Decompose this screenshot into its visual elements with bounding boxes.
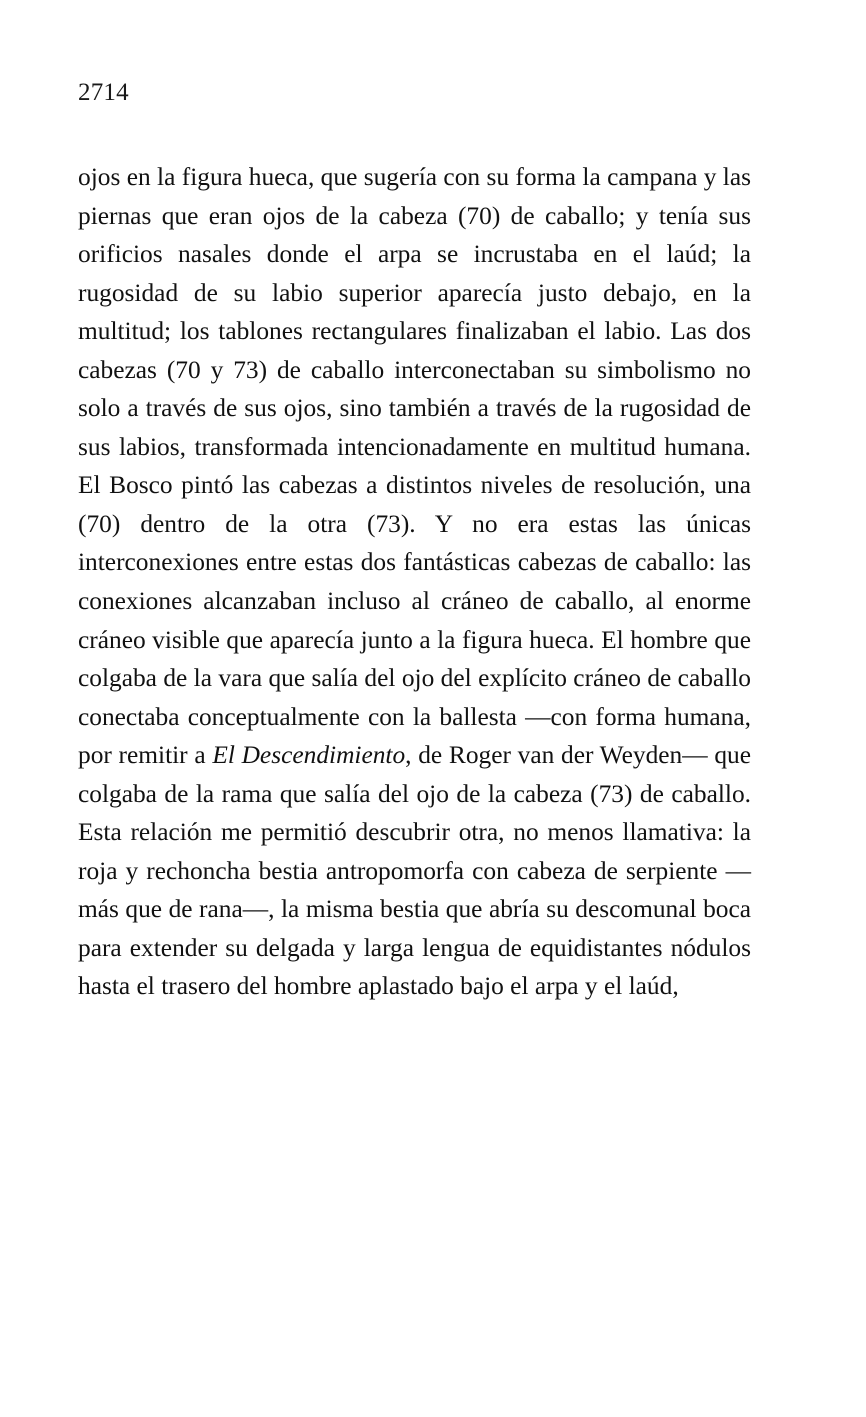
page-number: 2714 (78, 79, 129, 106)
body-text-block (78, 158, 751, 1006)
paragraph-text-before-title: ojos en la figura hueca, que sugería con su forma la campana y las piernas que eran ojos de la cabeza (70) de caballo; y tenía sus orificios nasales donde el arpa se incrustaba en el laúd; la rugosidad de su labio superior aparecía justo debajo, en la multitud; los tablones rectangulares finalizaban el labio. Las dos cabezas (70 y 73) de caballo interconectaban su simbolismo no solo a través de sus ojos, sino también a través de la rugosidad de sus labios, transformada intencionadamente en multitud humana. El Bosco pintó las cabezas a distintos niveles de resolución, una (70) dentro de la otra (73). Y no era estas las únicas interconexiones entre estas dos fantásticas cabezas de caballo: las conexiones alcanzaban incluso al cráneo de caballo, al enorme cráneo visible que aparecía junto a la figura hueca. El hombre que colgaba de la vara que salía del ojo del explícito cráneo de caballo conectaba conceptualmente con la ballesta —con forma humana, por remitir a (78, 163, 751, 770)
paragraph-text-after-title: , de Roger van der Weyden— que colgaba de la rama que salía del ojo de la cabeza (73) de caballo. Esta relación me permitió descubrir otra, no menos llamativa: la roja y rechoncha bestia antropomorfa con cabeza de serpiente —más que de rana—, la misma bestia que abría su descomunal boca para extender su delgada y larga lengua de equidistantes nódulos hasta el trasero del hombre aplastado bajo el arpa y el laúd, (78, 741, 751, 1001)
paragraph (78, 158, 751, 1006)
italic-work-title: El Descendimiento (212, 741, 406, 770)
